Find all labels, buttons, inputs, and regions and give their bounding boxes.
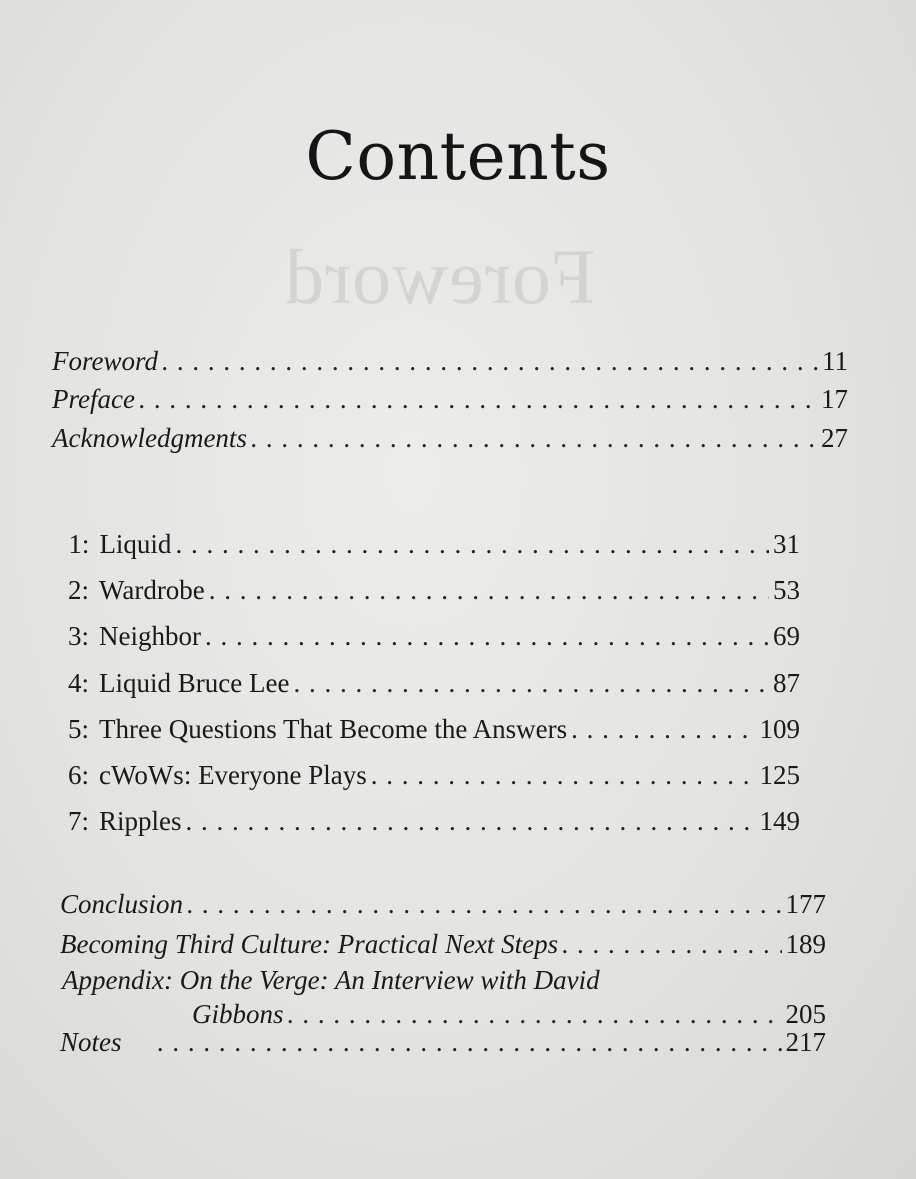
toc-entry-notes	[60, 1024, 826, 1060]
toc-chapter-3	[68, 618, 800, 654]
dot-leader	[175, 526, 769, 562]
chapter-page: 87	[773, 668, 800, 698]
dot-leader	[158, 1024, 782, 1060]
chapter-page: 109	[759, 714, 800, 744]
toc-chapter-1	[68, 526, 800, 562]
dot-leader	[371, 757, 756, 793]
toc-chapter-5	[68, 711, 800, 747]
chapter-page: 53	[773, 575, 800, 605]
toc-entry-appendix-label: Appendix: On the Verge: An Interview with David	[62, 965, 600, 995]
toc-entry-label-cont: Gibbons	[192, 999, 284, 1029]
toc-entry-page: 11	[822, 346, 848, 376]
toc-chapter-6	[68, 757, 800, 793]
toc-entry-label: Foreword	[52, 346, 158, 376]
chapter-number: 7:	[68, 806, 90, 836]
chapter-label: Liquid Bruce Lee	[99, 668, 290, 698]
chapter-label: cWoWs: Everyone Plays	[99, 760, 367, 790]
chapter-label: Three Questions That Become the Answers	[99, 714, 568, 744]
chapter-number: 4:	[68, 668, 90, 698]
dot-leader	[251, 420, 817, 456]
dot-leader	[209, 572, 769, 608]
dot-leader	[186, 803, 756, 839]
toc-entry-page: 189	[785, 929, 826, 959]
dot-leader	[162, 343, 818, 379]
toc-entry-page: 17	[821, 384, 848, 414]
bleed-through-title: Foreword	[284, 233, 596, 320]
chapter-page: 125	[759, 760, 800, 790]
chapter-page: 31	[773, 529, 800, 559]
chapter-page: 69	[773, 621, 800, 651]
chapter-label: Ripples	[99, 806, 182, 836]
toc-entry-label: Conclusion	[60, 889, 184, 919]
chapter-label: Neighbor	[99, 621, 201, 651]
toc-entry-page: 27	[821, 423, 848, 453]
toc-entry-label: Becoming Third Culture: Practical Next Steps	[60, 929, 559, 959]
toc-entry-conclusion	[60, 886, 826, 922]
chapter-page: 149	[759, 806, 800, 836]
toc-chapter-7	[68, 803, 800, 839]
chapter-number: 5:	[68, 714, 90, 744]
dot-leader	[562, 926, 781, 962]
dot-leader	[139, 381, 817, 417]
dot-leader	[293, 665, 769, 701]
toc-entry-page: 177	[785, 889, 826, 919]
toc-chapter-4	[68, 665, 800, 701]
dot-leader	[187, 886, 781, 922]
toc-entry-label: Preface	[52, 384, 135, 414]
toc-chapter-2	[68, 572, 800, 608]
chapter-number: 1:	[68, 529, 90, 559]
chapter-number: 3:	[68, 621, 90, 651]
toc-entry-preface	[52, 381, 848, 417]
chapter-label: Liquid	[99, 529, 172, 559]
toc-entry-foreword	[52, 343, 848, 379]
chapter-number: 6:	[68, 760, 90, 790]
toc-entry-page: 217	[785, 1027, 826, 1057]
chapter-number: 2:	[68, 575, 90, 605]
toc-entry-acknowledgments	[52, 420, 848, 456]
page-title: Contents	[305, 118, 611, 195]
toc-entry-next-steps	[60, 926, 826, 962]
chapter-label: Wardrobe	[99, 575, 205, 605]
dot-leader	[571, 711, 755, 747]
toc-entry-label: Acknowledgments	[52, 423, 247, 453]
dot-leader	[205, 618, 769, 654]
toc-entry-page: 205	[785, 999, 826, 1029]
toc-entry-label: Notes	[60, 1027, 122, 1057]
